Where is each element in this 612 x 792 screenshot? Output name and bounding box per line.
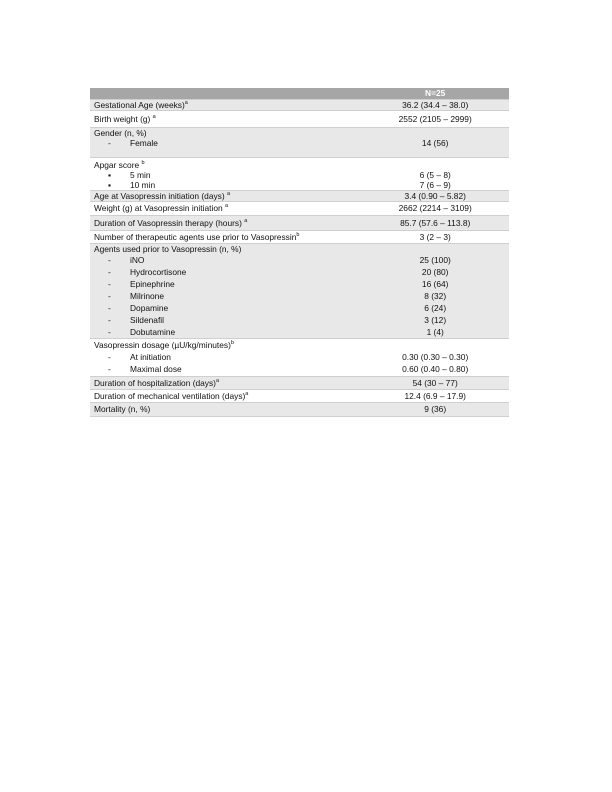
sub-label: iNO — [130, 255, 145, 265]
row-value: 3 (2 – 3) — [361, 231, 509, 244]
bullet: - — [108, 138, 111, 148]
table-row — [90, 216, 509, 231]
table-row — [90, 202, 509, 216]
sub-label: 5 min — [130, 170, 151, 180]
sub-value: 3 (12) — [424, 315, 447, 325]
table-header-row — [90, 88, 509, 100]
table-row — [90, 377, 509, 390]
table-row — [90, 100, 509, 111]
bullet: - — [108, 352, 111, 362]
bullet: - — [108, 291, 111, 301]
table-row — [90, 231, 509, 244]
row-value: 2662 (2214 – 3109) — [361, 202, 509, 216]
row-label: Age at Vasopressin initiation (days) — [94, 191, 227, 201]
sub-label: At initiation — [130, 352, 171, 362]
table-row — [90, 191, 509, 202]
table-row — [90, 111, 509, 128]
row-label: Vasopressin dosage (µU/kg/minutes) — [94, 340, 231, 350]
sub-value: 7 (6 – 9) — [419, 180, 451, 190]
footnote-mark: b — [230, 340, 234, 347]
sub-value: 20 (80) — [421, 267, 449, 277]
sub-value: 1 (4) — [426, 327, 444, 337]
bullet: - — [108, 303, 111, 313]
table-row — [90, 390, 509, 403]
row-label: Number of therapeutic agents use prior to Vasopressin — [94, 232, 297, 242]
characteristics-table — [90, 88, 509, 417]
bullet: - — [108, 364, 111, 374]
table-row — [90, 128, 509, 158]
bullet: - — [108, 279, 111, 289]
header-n: N=25 — [361, 88, 509, 100]
sub-label: Epinephrine — [130, 279, 175, 289]
bullet: - — [108, 327, 111, 337]
sub-label: Sildenafil — [130, 315, 164, 325]
footnote-mark: a — [224, 203, 229, 210]
table-row — [90, 403, 509, 417]
footnote-mark: a — [226, 191, 231, 198]
row-value: 54 (30 – 77) — [361, 377, 509, 390]
sub-value: 8 (32) — [424, 291, 447, 301]
sub-value: 6 (5 – 8) — [419, 170, 451, 180]
sub-value: 16 (64) — [421, 279, 449, 289]
header-col1 — [90, 88, 361, 100]
footnote-mark: a — [245, 391, 249, 398]
row-value: 12.4 (6.9 – 17.9) — [361, 390, 509, 403]
row-value: 36.2 (34.4 – 38.0) — [361, 100, 509, 111]
row-value: 9 (36) — [361, 403, 509, 417]
table-row — [90, 244, 509, 339]
footnote-mark: a — [184, 100, 188, 107]
bullet: - — [108, 315, 111, 325]
row-label: Mortality (n, %) — [90, 403, 361, 417]
row-label: Duration of Vasopressin therapy (hours) — [94, 218, 245, 228]
row-label: Agents used prior to Vasopressin (n, %) — [94, 244, 242, 254]
footnote-mark: a — [152, 114, 156, 121]
bullet: ▪ — [108, 180, 111, 190]
table-row — [90, 339, 509, 377]
bullet: - — [108, 267, 111, 277]
sub-label: 10 min — [130, 180, 156, 190]
sub-value: 0.30 (0.30 – 0.30) — [402, 352, 469, 362]
sub-label: Hydrocortisone — [130, 267, 187, 277]
row-label: Duration of hospitalization (days) — [94, 378, 216, 388]
row-value: 3.4 (0.90 – 5.82) — [361, 191, 509, 202]
row-value: 2552 (2105 – 2999) — [361, 111, 509, 128]
sub-label: Milrinone — [130, 291, 164, 301]
footnote-mark: b — [141, 160, 145, 167]
sub-label: Dobutamine — [130, 327, 176, 337]
sub-value: 25 (100) — [419, 255, 451, 265]
sub-value: 14 (56) — [421, 138, 449, 148]
sub-value: 0.60 (0.40 – 0.80) — [402, 364, 469, 374]
row-label: Apgar score — [94, 160, 142, 170]
bullet: - — [108, 255, 111, 265]
sub-label: Female — [130, 138, 158, 148]
footnote-mark: b — [296, 232, 300, 239]
row-value: 85.7 (57.6 – 113.8) — [361, 216, 509, 231]
bullet: ▪ — [108, 170, 111, 180]
footnote-mark: a — [215, 378, 220, 385]
row-label: Weight (g) at Vasopressin initiation — [94, 203, 225, 213]
sub-label: Maximal dose — [130, 364, 182, 374]
sub-label: Dopamine — [130, 303, 169, 313]
footnote-mark: a — [244, 218, 248, 225]
row-label: Birth weight (g) — [94, 114, 153, 124]
table-row — [90, 158, 509, 191]
row-label: Gestational Age (weeks) — [94, 100, 185, 110]
sub-value: 6 (24) — [424, 303, 447, 313]
row-label: Gender (n, %) — [94, 128, 147, 138]
row-label: Duration of mechanical ventilation (days) — [94, 391, 246, 401]
